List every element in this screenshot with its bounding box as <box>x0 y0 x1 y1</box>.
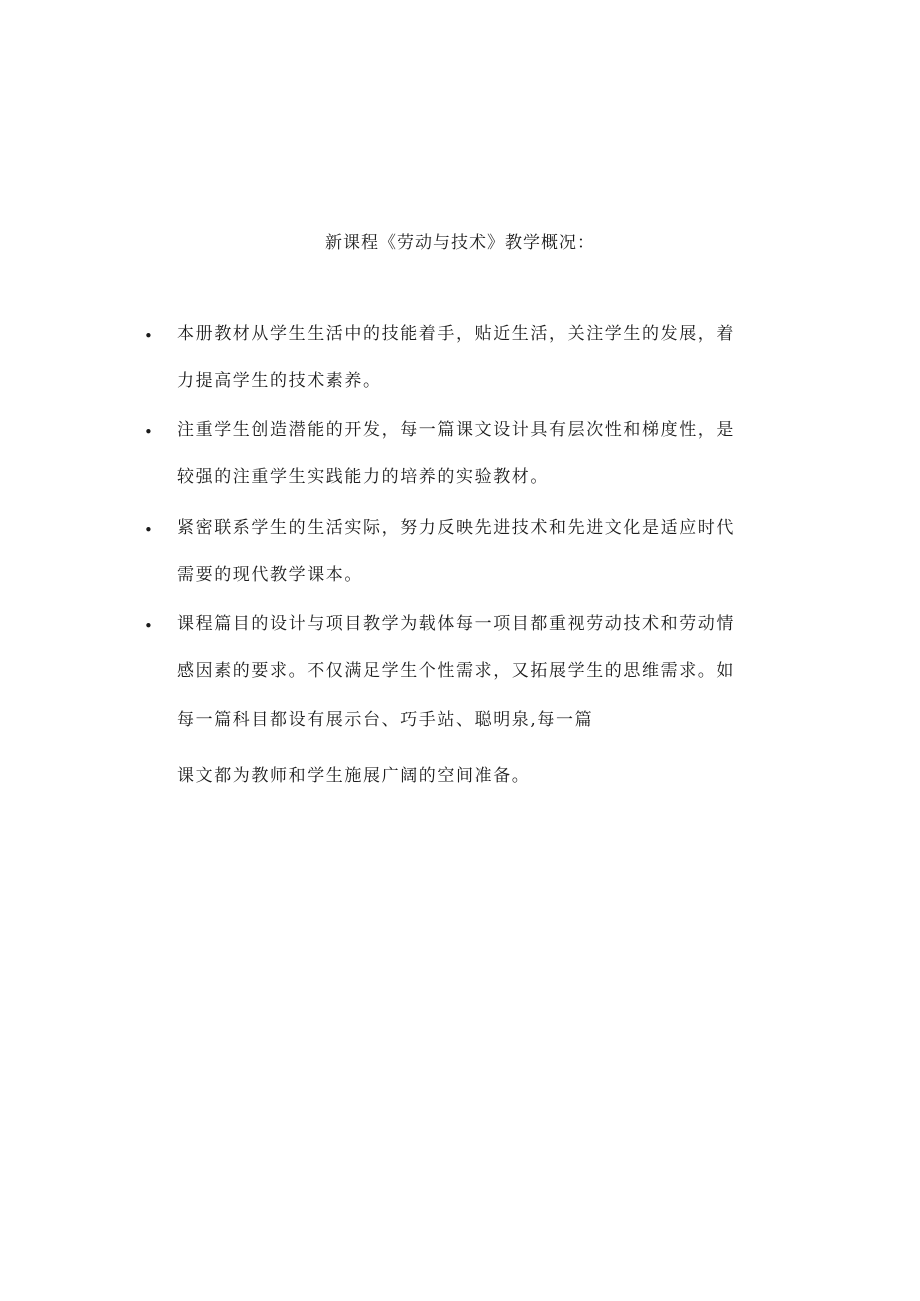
bullet-marker: • <box>144 327 153 345</box>
paragraph-line: 本册教材从学生生活中的技能着手，贴近生活，关注学生的发展，着 <box>177 324 735 344</box>
paragraph-line: 紧密联系学生的生活实际，努力反映先进技术和先进文化是适应时代 <box>177 518 735 538</box>
paragraph-line: 注重学生创造潜能的开发，每一篇课文设计具有层次性和梯度性，是 <box>177 420 735 440</box>
paragraph-line: 课程篇目的设计与项目教学为载体每一项目都重视劳动技术和劳动情 <box>177 614 735 634</box>
paragraph-line: 感因素的要求。不仅满足学生个性需求，又拓展学生的思维需求。如 <box>177 661 735 681</box>
paragraph-line: 课文都为教师和学生施展广阔的空间准备。 <box>177 766 531 786</box>
paragraph-line: 需要的现代教学课本。 <box>177 565 363 585</box>
bullet-marker: • <box>144 521 153 539</box>
bullet-marker: • <box>144 617 153 635</box>
paragraph-line: 力提高学生的技术素养。 <box>177 371 382 391</box>
paragraph-line: 较强的注重学生实践能力的培养的实验教材。 <box>177 467 549 487</box>
page-title: 新课程《劳动与技术》教学概况： <box>325 233 595 253</box>
bullet-marker: • <box>144 423 153 441</box>
paragraph-line: 每一篇科目都设有展示台、巧手站、聪明泉,每一篇 <box>177 710 594 730</box>
